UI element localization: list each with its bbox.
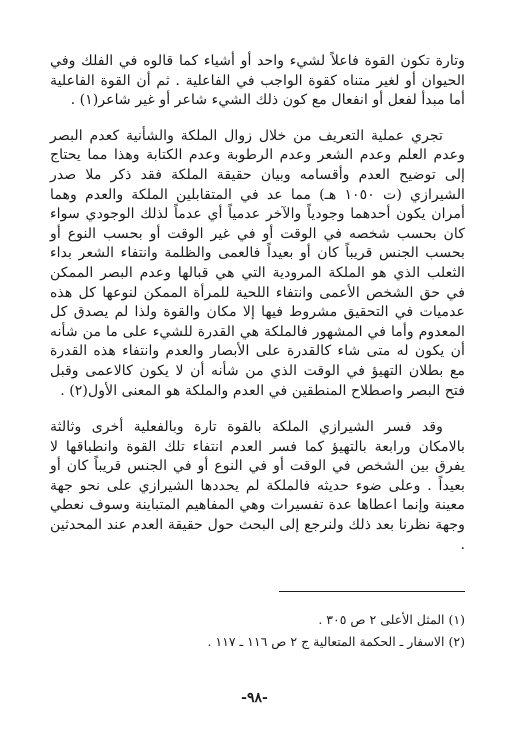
paragraph-3: وقد فسر الشيرازي الملكة بالقوة تارة وبالفعلية أخرى وثالثة بالامكان ورابعة بالتهيؤ كما فسر العدم انتفاء تلك القوة وانطباقها لا يفرق بين الشخص في الوقت أو في النوع أو في الجنس قريباً كان أو بعيداً . وعلى ضوء حديثه فالملكة لم يحددها الشيرازي على نحو جهة معينة وإنما اعطاها عدة تفسيرات وهي المفاهيم المتباينة وسوف نعطي وجهة نظرنا بعد ذلك ولنرجع إلى البحث حول حقيقة العدم عند المحدثين . [50,419,465,553]
paragraph-1: وتارة تكون القوة فاعلاً لشيء واحد أو أشياء كما قالوه في الفلك وفي الحيوان أو لغير متناه كقوة الواجب في الفاعلية . ثم أن القوة الفاعلية أما مبدأ لفعل أو انفعال مع كون ذلك الشيء شاعر أو غير شاعر(١) . [50,53,465,109]
footnote-divider [279,591,465,592]
body-text [50,52,465,555]
paragraph-2: تجري عملية التعريف من خلال زوال الملكة والشأنية كعدم البصر وعدم العلم وعدم الشعر وعدم الرطوبة وعدم الكتابة وهذا مما يحتاج إلى توضيح العدم وأقسامه وبيان حقيقة الملكة فقد ذكر ملا صدر الشيرازي (ت ١٠٥٠ هـ) مما عد في المتقابلين الملكة والعدم وهما أمران يكون أحدهما وجودياً والآخر عدمياً أي عدماً لذلك الوجودي سواء كان بحسب شخصه في الوقت أو في غير الوقت أو بحسب النوع أو بحسب الجنس قريباً كان أو بعيداً فالعمى والظلمة وانتفاء الشعر بداء الثعلب الذي هو الملكة المرودية التي هي قبالها وعدم البصر الممكن في حق الشخص الأعمى وانتفاء اللحية للمرأة الممكن لنوعها كل هذه عدميات في التحقيق مشروط فيها إلا مكان والقوة ولذا لم يصدق كل المعدوم وأما في المشهور فالملكة هي القدرة للشيء على ما من شأنه أن يكون له متى شاء كالقدرة على الأبصار والعدم وانتفاء هذه القدرة مع بطلان التهيؤ في الوقت الذي من شأنه أن لا يكون كالاعمى وقبل فتح البصر واصطلاح المنطقين في العدم والملكة هو المعنى الأول(٢) . [50,127,465,399]
footnote-2: (٢) الاسفار ـ الحكمة المتعالية ج ٢ ص ١١٦ ـ ١١٧ . [207,634,465,649]
footnote-1: (١) المثل الأعلى ٢ ص ٣٠٥ . [318,612,465,627]
page-number: -٩٨- [241,690,268,706]
